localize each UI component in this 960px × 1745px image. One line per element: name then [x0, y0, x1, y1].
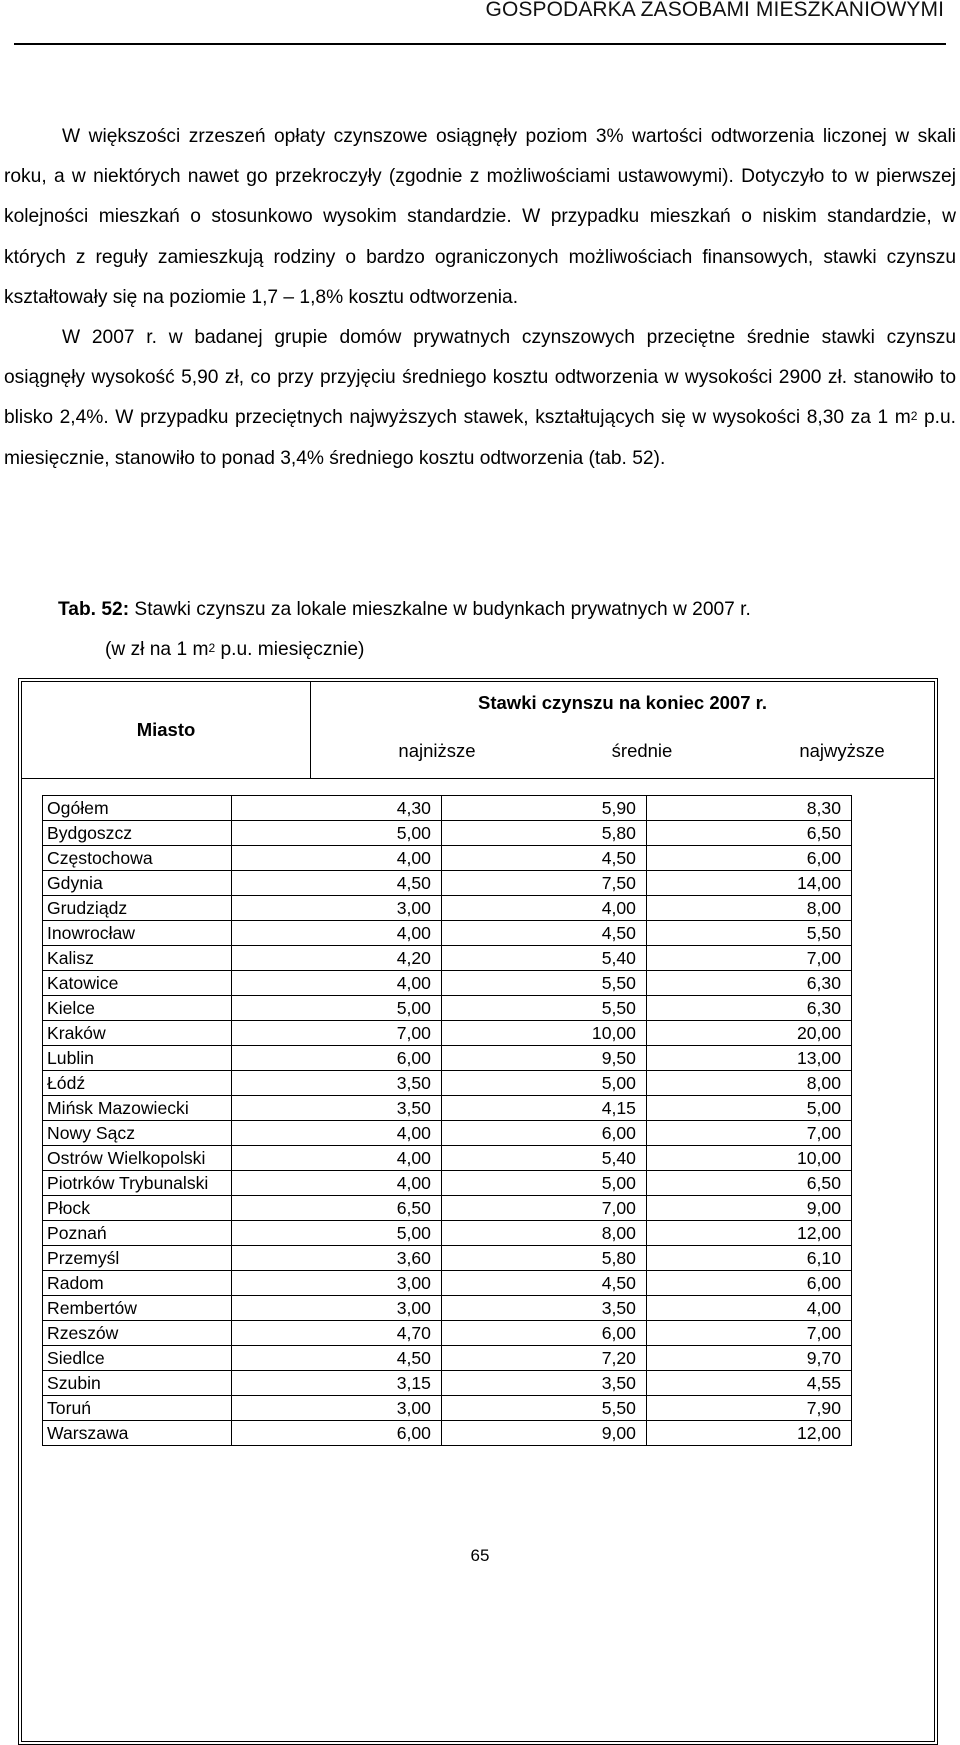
table-row: [43, 921, 852, 946]
cell-avg: 7,50: [441, 871, 646, 896]
cell-max: 10,00: [646, 1146, 851, 1171]
cell-max: 6,00: [646, 846, 851, 871]
cell-min: 4,00: [232, 1121, 442, 1146]
column-group-header: Stawki czynszu na koniec 2007 r.: [478, 692, 767, 713]
cell-max: 6,10: [646, 1246, 851, 1271]
table-row: [43, 1196, 852, 1221]
column-header-avg: średnie: [611, 740, 673, 761]
table-row: [43, 1046, 852, 1071]
rent-table: [18, 678, 938, 1745]
cell-city: Warszawa: [43, 1421, 232, 1446]
cell-max: 13,00: [646, 1046, 851, 1071]
cell-min: 3,00: [232, 1396, 442, 1421]
cell-avg: 4,15: [441, 1096, 646, 1121]
cell-max: 6,30: [646, 996, 851, 1021]
table-body: [43, 796, 852, 1446]
caption-unit: (w zł na 1 m: [105, 639, 209, 660]
cell-city: Przemyśl: [43, 1246, 232, 1271]
cell-city: Łódź: [43, 1071, 232, 1096]
cell-min: 3,00: [232, 1271, 442, 1296]
caption-line-1: [58, 590, 751, 630]
cell-min: 6,00: [232, 1421, 442, 1446]
cell-avg: 5,50: [441, 1396, 646, 1421]
cell-max: 6,50: [646, 1171, 851, 1196]
cell-avg: 5,40: [441, 946, 646, 971]
body-text: [4, 117, 956, 479]
table-row: [43, 846, 852, 871]
cell-city: Radom: [43, 1271, 232, 1296]
table-caption: [58, 590, 751, 670]
cell-max: 6,00: [646, 1271, 851, 1296]
cell-avg: 4,00: [441, 896, 646, 921]
cell-city: Rembertów: [43, 1296, 232, 1321]
paragraph-2-text: W 2007 r. w badanej grupie domów prywatnych czynszowych przeciętne średnie stawki czynszu osiągnęły wysokość 5,90 zł, co przy przyjęciu średniego kosztu odtworzenia w wysokości 2900 zł. stanowiło to blisko 2,4%. W przypadku przeciętnych najwyższych stawek, kształtujących się w wysokości 8,30 za 1 m: [4, 327, 956, 429]
cell-city: Bydgoszcz: [43, 821, 232, 846]
rent-table-inner: [21, 681, 935, 1742]
cell-avg: 8,00: [441, 1221, 646, 1246]
cell-max: 7,90: [646, 1396, 851, 1421]
paragraph-2-text-end: p.u. miesięcznie, stanowiło to ponad 3,4% średniego kosztu odtworzenia (tab. 52).: [4, 407, 956, 469]
cell-max: 12,00: [646, 1221, 851, 1246]
cell-city: Ogółem: [43, 796, 232, 821]
cell-avg: 7,00: [441, 1196, 646, 1221]
cell-city: Płock: [43, 1196, 232, 1221]
cell-min: 4,00: [232, 1146, 442, 1171]
cell-min: 4,00: [232, 846, 442, 871]
cell-max: 8,30: [646, 796, 851, 821]
cell-city: Piotrków Trybunalski: [43, 1171, 232, 1196]
table-row: [43, 1071, 852, 1096]
cell-max: 7,00: [646, 1121, 851, 1146]
cell-min: 5,00: [232, 821, 442, 846]
cell-max: 12,00: [646, 1421, 851, 1446]
superscript: 2: [910, 409, 918, 424]
table-row: [43, 971, 852, 996]
cell-avg: 5,80: [441, 821, 646, 846]
cell-max: 8,00: [646, 896, 851, 921]
cell-max: 6,50: [646, 821, 851, 846]
table-row: [43, 1396, 852, 1421]
cell-min: 6,50: [232, 1196, 442, 1221]
cell-min: 4,20: [232, 946, 442, 971]
cell-avg: 9,50: [441, 1046, 646, 1071]
column-header-max: najwyższe: [799, 740, 885, 761]
cell-max: 9,70: [646, 1346, 851, 1371]
cell-city: Rzeszów: [43, 1321, 232, 1346]
cell-min: 3,00: [232, 896, 442, 921]
cell-min: 3,50: [232, 1071, 442, 1096]
table-row: [43, 821, 852, 846]
cell-city: Kraków: [43, 1021, 232, 1046]
cell-min: 5,00: [232, 1221, 442, 1246]
cell-avg: 7,20: [441, 1346, 646, 1371]
cell-city: Ostrów Wielkopolski: [43, 1146, 232, 1171]
cell-min: 4,30: [232, 796, 442, 821]
cell-city: Gdynia: [43, 871, 232, 896]
table-row: [43, 796, 852, 821]
cell-avg: 5,00: [441, 1171, 646, 1196]
column-header-min: najniższe: [398, 740, 476, 761]
column-header-city: Miasto: [22, 682, 311, 778]
page-number: 65: [470, 1546, 490, 1565]
table-row: [43, 1021, 852, 1046]
table-row: [43, 1121, 852, 1146]
table-row: [43, 1346, 852, 1371]
cell-city: Nowy Sącz: [43, 1121, 232, 1146]
cell-avg: 5,90: [441, 796, 646, 821]
cell-max: 5,00: [646, 1096, 851, 1121]
cell-avg: 10,00: [441, 1021, 646, 1046]
cell-min: 5,00: [232, 996, 442, 1021]
table-row: [43, 996, 852, 1021]
cell-city: Kalisz: [43, 946, 232, 971]
cell-min: 4,00: [232, 921, 442, 946]
cell-avg: 9,00: [441, 1421, 646, 1446]
cell-max: 4,55: [646, 1371, 851, 1396]
cell-max: 7,00: [646, 1321, 851, 1346]
cell-max: 20,00: [646, 1021, 851, 1046]
cell-avg: 5,00: [441, 1071, 646, 1096]
cell-city: Częstochowa: [43, 846, 232, 871]
table-row: [43, 1421, 852, 1446]
caption-unit-end: p.u. miesięcznie): [215, 639, 365, 660]
header-divider: [22, 778, 934, 779]
paragraph-1: W większości zrzeszeń opłaty czynszowe osiągnęły poziom 3% wartości odtworzenia liczonej w skali roku, a w niektórych nawet go przekroczyły (zgodnie z możliwościami ustawowymi). Dotyczyło to w pierwszej kolejności mieszkań o stosunkowo wysokim standardzie. W przypadku mieszkań o niskim standardzie, w których z reguły zamieszkują rodziny o bardzo ograniczonych możliwościach finansowych, stawki czynszu kształtowały się na poziomie 1,7 – 1,8% kosztu odtworzenia.: [4, 126, 956, 308]
cell-avg: 3,50: [441, 1296, 646, 1321]
cell-avg: 5,80: [441, 1246, 646, 1271]
cell-city: Toruń: [43, 1396, 232, 1421]
cell-min: 4,70: [232, 1321, 442, 1346]
cell-max: 8,00: [646, 1071, 851, 1096]
cell-min: 4,50: [232, 1346, 442, 1371]
table-row: [43, 896, 852, 921]
caption-line-2: [58, 630, 751, 670]
cell-avg: 6,00: [441, 1321, 646, 1346]
table-row: [43, 1321, 852, 1346]
data-table: [42, 795, 852, 1446]
cell-city: Inowrocław: [43, 921, 232, 946]
table-row: [43, 946, 852, 971]
cell-max: 9,00: [646, 1196, 851, 1221]
cell-min: 3,00: [232, 1296, 442, 1321]
cell-avg: 4,50: [441, 921, 646, 946]
cell-avg: 4,50: [441, 846, 646, 871]
cell-max: 5,50: [646, 921, 851, 946]
cell-city: Szubin: [43, 1371, 232, 1396]
table-row: [43, 1096, 852, 1121]
header-rule: [14, 43, 946, 45]
cell-avg: 5,40: [441, 1146, 646, 1171]
cell-city: Kielce: [43, 996, 232, 1021]
cell-min: 4,00: [232, 971, 442, 996]
cell-avg: 6,00: [441, 1121, 646, 1146]
cell-city: Mińsk Mazowiecki: [43, 1096, 232, 1121]
table-row: [43, 1271, 852, 1296]
cell-avg: 4,50: [441, 1271, 646, 1296]
cell-min: 4,50: [232, 871, 442, 896]
cell-max: 4,00: [646, 1296, 851, 1321]
table-row: [43, 1146, 852, 1171]
cell-city: Poznań: [43, 1221, 232, 1246]
cell-min: 4,00: [232, 1171, 442, 1196]
table-row: [43, 1371, 852, 1396]
cell-min: 7,00: [232, 1021, 442, 1046]
table-row: [43, 1171, 852, 1196]
caption-label: Tab. 52:: [58, 599, 130, 620]
cell-avg: 5,50: [441, 971, 646, 996]
cell-max: 14,00: [646, 871, 851, 896]
paragraph-2: [4, 318, 956, 479]
cell-min: 3,15: [232, 1371, 442, 1396]
cell-avg: 5,50: [441, 996, 646, 1021]
table-row: [43, 1246, 852, 1271]
cell-city: Grudziądz: [43, 896, 232, 921]
caption-text: Stawki czynszu za lokale mieszkalne w budynkach prywatnych w 2007 r.: [129, 599, 751, 620]
cell-max: 7,00: [646, 946, 851, 971]
cell-city: Siedlce: [43, 1346, 232, 1371]
cell-min: 3,60: [232, 1246, 442, 1271]
table-row: [43, 871, 852, 896]
caption-superscript: 2: [208, 641, 216, 655]
cell-min: 6,00: [232, 1046, 442, 1071]
cell-min: 3,50: [232, 1096, 442, 1121]
cell-city: Lublin: [43, 1046, 232, 1071]
cell-city: Katowice: [43, 971, 232, 996]
table-row: [43, 1221, 852, 1246]
cell-avg: 3,50: [441, 1371, 646, 1396]
cell-max: 6,30: [646, 971, 851, 996]
table-row: [43, 1296, 852, 1321]
running-header: GOSPODARKA ZASOBAMI MIESZKANIOWYMI: [485, 0, 944, 21]
